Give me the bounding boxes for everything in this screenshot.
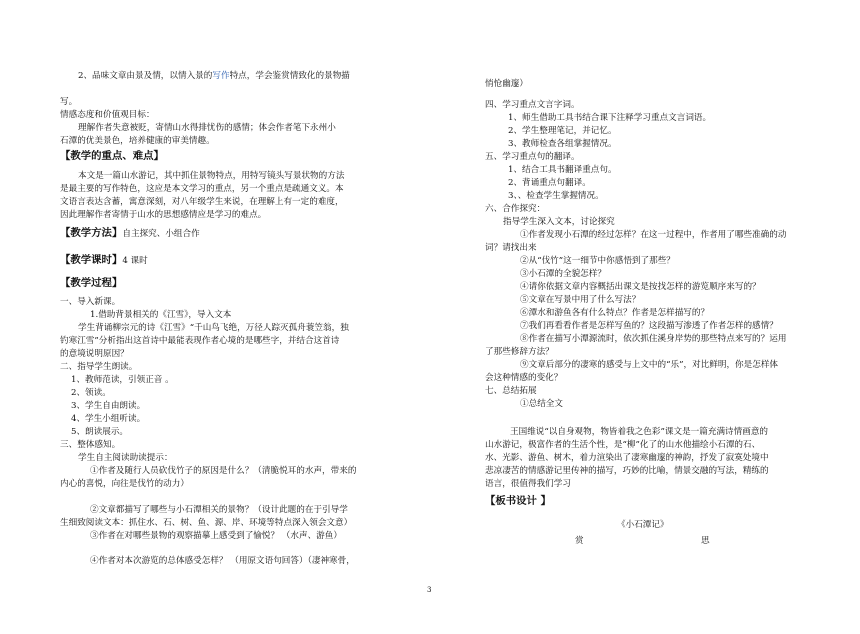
text-line: 五、学习重点句的翻译。 (485, 152, 580, 162)
text-line: 内心的喜悦，向往是伐竹的动力） (60, 479, 189, 489)
text-line: 会这种情感的变化？ (485, 373, 563, 383)
text-line: 4、学生小组听读。 (71, 414, 146, 424)
text-line: 七、总结拓展 (485, 386, 537, 396)
heading-method: 【教学方法】 (60, 227, 123, 239)
text-line: 是最主要的写作特色，这应是本文学习的重点，另一个重点是疏通文义。本 (60, 184, 344, 194)
text-line: ②文章都描写了哪些与小石潭相关的景物？（设计此题的在于引导学 (90, 505, 348, 515)
text-line: 词？请找出来 (485, 243, 537, 253)
text-line: ⑤文章在写景中用了什么写法？ (520, 295, 641, 305)
text-line: 2、背诵重点句翻译。 (508, 178, 591, 188)
heading-process: 【教学过程】 (60, 277, 123, 289)
method-line: 【教学方法】自主探究、小组合作 (60, 227, 200, 239)
heading-key-points: 【教学的重点、难点】 (60, 150, 164, 162)
text-line: 因此理解作者寄情于山水的思想感情应是学习的难点。 (60, 210, 267, 220)
text-line: 王国维说“以自身观物，物皆着我之色彩”课文是一篇充满诗情画意的 (510, 427, 769, 437)
text-line: 四、学习重点文言字词。 (485, 100, 580, 110)
text-line: 学生自主阅读助读提示： (78, 453, 173, 463)
text-line: 3、、检查学生掌握情况。 (508, 191, 604, 201)
text-line: 一、导入新课。 (60, 297, 121, 307)
text-line: 六、合作探究： (485, 204, 546, 214)
text-line: 1、师生借助工具书结合课下注释学习重点文言词语。 (508, 113, 712, 123)
text-line: 3、学生自由朗读。 (71, 401, 146, 411)
text-line: 3、教师检查各组掌握情况。 (508, 139, 617, 149)
text-line: ③小石潭的全貌怎样？ (520, 269, 606, 279)
text-line: 三、整体感知。 (60, 440, 121, 450)
board-item-think: 思 (701, 536, 710, 546)
text-line: 1、结合工具书翻译重点句。 (508, 165, 617, 175)
text-line: ④请你依据文章内容概括出课文是按找怎样的游览顺序来写的？ (520, 282, 761, 292)
text-line: 水、光影、游鱼、树木，着力渲染出了凄寒幽邃的神韵，抒发了寂寞处境中 (485, 453, 769, 463)
text-line: 生细致阅读文本：抓住水、石、树、鱼、源、岸、环境等特点深入领会文意） (60, 518, 353, 528)
text-line: ④作者对本次游览的总体感受怎样？ （用原文语句回答）（凄神寒骨， (90, 556, 355, 566)
text-line: 写。 (60, 97, 78, 107)
text-line: 文语言表达含蓄，寓意深刻，对八年级学生来说，在理解上有一定的难度， (60, 197, 344, 207)
text-line: ⑥潭水和游鱼各有什么特点？作者是怎样描写的？ (520, 308, 710, 318)
text-line: ①作者发现小石潭的经过怎样？在这一过程中，作者用了哪些准确的动 (520, 230, 787, 240)
text-line: 了那些修辞方法？ (485, 347, 554, 357)
text-line: 5、朗读展示。 (71, 427, 129, 437)
text-line: ⑦我们再看看作者是怎样写鱼的？这段描写渗透了作者怎样的感情？ (520, 321, 778, 331)
hours-line: 【教学课时】4 课时 (60, 254, 148, 266)
text-line: 二、指导学生朗读。 (60, 362, 138, 372)
text-line: 情感态度和价值观目标： (60, 110, 155, 120)
text-line: 石潭的优美景色，培养健康的审美情趣。 (60, 136, 215, 146)
text-line: 的意境说明原因？ (60, 349, 129, 359)
text-line: ①总结全文 (520, 399, 563, 409)
text-line: ⑨文章后部分的凄寒的感受与上文中的“乐”，对比鲜明，你是怎样体 (520, 360, 779, 370)
board-item-appreciate: 赏 (575, 536, 584, 546)
text-line: 本文是一篇山水游记，其中抓住景物特点，用特写镜头写景状物的方法 (78, 171, 345, 181)
text-line: 理解作者失意被贬，寄情山水得排忧伤的感情；体会作者笔下永州小 (78, 123, 336, 133)
text-line: 悲凉凄苦的情感游记里传神的描写，巧妙的比喻，情景交融的写法，精练的 (485, 466, 769, 476)
heading-hours: 【教学课时】 (60, 254, 123, 266)
text-line: 学生背诵柳宗元的诗《江雪》“千山鸟飞绝，万径人踪灭孤舟蓑笠翁，独 (78, 323, 349, 333)
text-line: ⑧作者在描写小潭源流时，依次抓住溪身岸势的那些特点来写的？运用 (520, 334, 787, 344)
text-line: 钓寒江雪”分析指出这首诗中最能表现作者心境的是哪些字，并结合这首诗 (60, 336, 340, 346)
link-writing[interactable]: 写作 (212, 71, 230, 81)
text-line: ①作者及随行人员砍伐竹子的原因是什么？（清脆悦耳的水声，带来的 (90, 466, 357, 476)
text-line: ②从“伐竹”这一细节中你感悟到了那些？ (520, 256, 675, 266)
text-line: 2、领读。 (71, 388, 111, 398)
text-line: 悄怆幽邃） (485, 79, 528, 89)
text-line: 1、教师范读，引领正音 。 (71, 375, 174, 385)
text-line: 1.借助背景相关的《江雪》，导入文本 (90, 310, 232, 320)
heading-board-design: 【板书设计 】 (485, 495, 551, 507)
text-line: 2、品味文章由景及情，以情入景的写作特点，学会鉴赏情致化的景物描 (78, 71, 350, 81)
page-number: 3 (427, 586, 432, 594)
text-line: 指导学生深入文本，讨论探究 (503, 217, 615, 227)
board-title: 《小石潭记》 (617, 520, 669, 530)
text-line: 2、学生整理笔记，并记忆。 (508, 126, 617, 136)
text-line: 语言，很值得我们学习 (485, 479, 571, 489)
text-line: 山水游记，极富作者的生活个性，是“柳”化了的山水他描绘小石潭的石、 (485, 440, 761, 450)
text-line: ③作者在对哪些景物的观察描摹上感受到了愉悦？ （水声、游鱼） (90, 531, 342, 541)
